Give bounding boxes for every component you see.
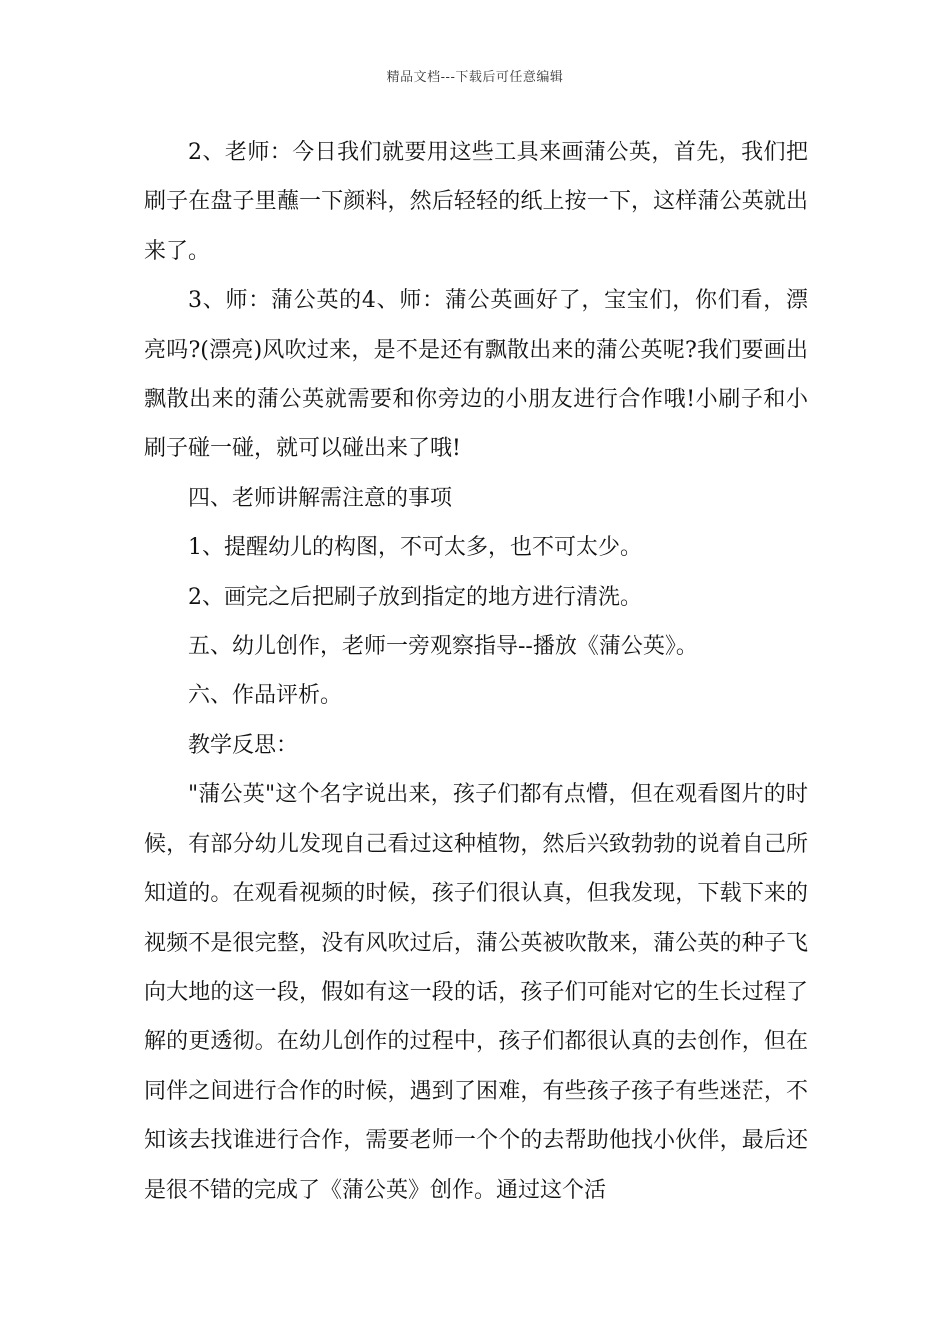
paragraph-teacher-tools: 2、老师：今日我们就要用这些工具来画蒲公英，首先，我们把刷子在盘子里蘸一下颜料，然后轻轻的纸上按一下，这样蒲公英就出来了。 bbox=[144, 140, 808, 264]
paragraph-teacher-dandelion: 3、师：蒲公英的4、师：蒲公英画好了，宝宝们，你们看，漂亮吗?(漂亮)风吹过来，是不是还有飘散出来的蒲公英呢?我们要画出飘散出来的蒲公英就需要和你旁边的小朋友进行合作哦!小刷子和小刷子碰一碰，就可以碰出来了哦! bbox=[144, 288, 808, 462]
section-heading-creation: 五、幼儿创作，老师一旁观察指导--播放《蒲公英》。 bbox=[188, 634, 698, 660]
page-header: 精品文档---下载后可任意编辑 bbox=[386, 70, 564, 85]
section-heading-evaluation: 六、作品评析。 bbox=[188, 683, 343, 709]
document-body bbox=[144, 128, 808, 1215]
section-heading-notes: 四、老师讲解需注意的事项 bbox=[188, 485, 453, 511]
section-heading-reflection: 教学反思： bbox=[188, 732, 299, 758]
list-item-composition: 1、提醒幼儿的构图，不可太多，也不可太少。 bbox=[188, 535, 642, 561]
paragraph-reflection: "蒲公英"这个名字说出来，孩子们都有点懵，但在观看图片的时候，有部分幼儿发现自己看过这种植物，然后兴致勃勃的说着自己所知道的。在观看视频的时候，孩子们很认真，但我发现，下载下来的视频不是很完整，没有风吹过后，蒲公英被吹散来，蒲公英的种子飞向大地的这一段，假如有这一段的话，孩子们可能对它的生长过程了解的更透彻。在幼儿创作的过程中，孩子们都很认真的去创作，但在同伴之间进行合作的时候，遇到了困难，有些孩子孩子有些迷茫，不知该去找谁进行合作，需要老师一个个的去帮助他找小伙伴，最后还是很不错的完成了《蒲公英》创作。通过这个活 bbox=[144, 782, 808, 1203]
list-item-cleaning: 2、画完之后把刷子放到指定的地方进行清洗。 bbox=[188, 584, 642, 610]
